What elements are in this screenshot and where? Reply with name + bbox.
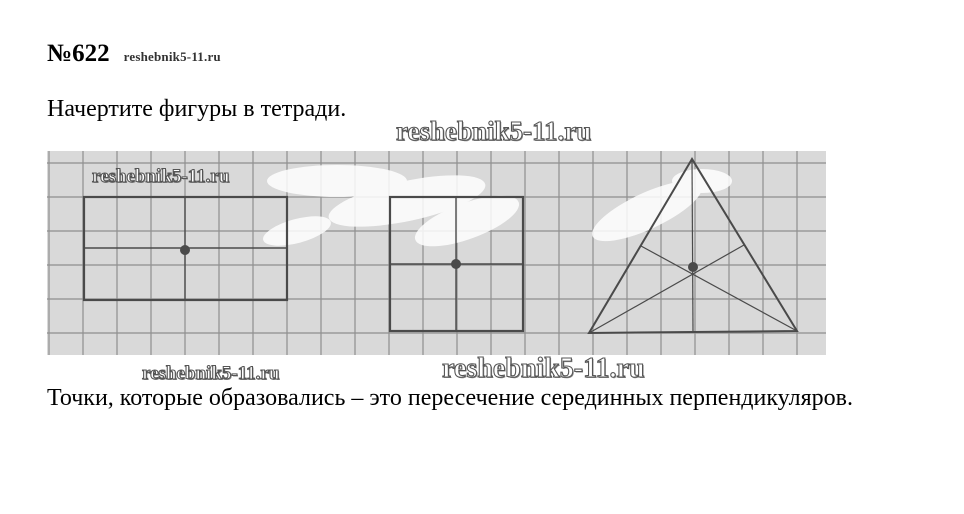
watermark-inside-figure: reshebnik5-11.ru: [92, 166, 230, 187]
watermark-bottom-right: reshebnik5-11.ru: [442, 353, 645, 384]
watermark-top: reshebnik5-11.ru: [396, 116, 592, 146]
watermark-bottom-left: reshebnik5-11.ru: [142, 363, 280, 384]
task-text: Начертите фигуры в тетради.: [47, 96, 347, 122]
answer-text: Точки, которые образовались – это пересечение серединных перпендикуляров.: [47, 385, 853, 411]
exercise-heading: [47, 40, 221, 68]
heading-watermark: reshebnik5-11.ru: [123, 49, 221, 64]
exercise-number: №622: [47, 40, 110, 67]
